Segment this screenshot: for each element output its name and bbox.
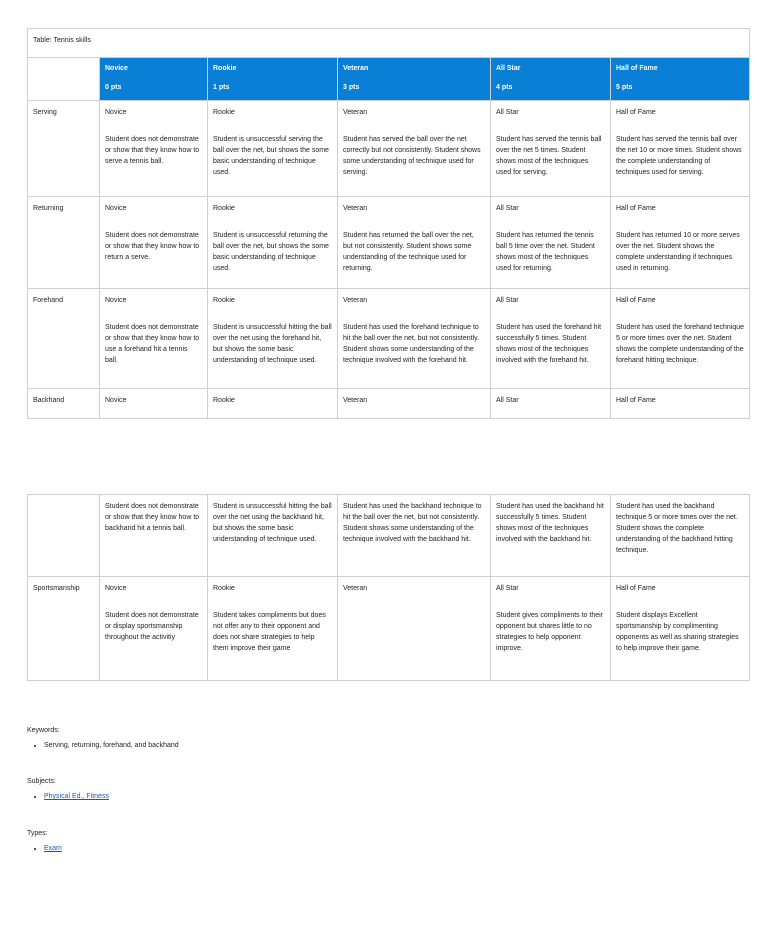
criterion-label: Sportsmanship [28,577,100,681]
table-row [28,101,750,197]
list-item [44,791,109,802]
types-heading: Types: [27,830,48,837]
header-novice: Novice 0 pts [100,58,208,101]
rubric-cell: All Star Student has used the forehand hit successfully 5 times. Student shows most of the techniques involved with the forehand hit. [491,289,611,389]
rubric-cell: Student has used the backhand technique to hit the ball over the net, but not consistently. Student shows some understanding of the technique involved with the backhand hit. [338,495,491,577]
table-caption-row [28,29,750,58]
rubric-cell: Hall of Fame Student has served the tennis ball over the net 10 or more times. Student shows the complete understanding of techniques used for serving. [611,101,750,197]
rubric-cell: Veteran Student has used the forehand technique to hit the ball over the net, but not consistently. Student shows some understanding of the technique involved with the forehand hit. [338,289,491,389]
table-row [28,495,750,577]
rubric-cell: Hall of Fame Student has returned 10 or more serves over the net. Student shows the complete understanding if techniques used in returning. [611,197,750,289]
rubric-cell: Rookie [208,389,338,419]
table-row [28,197,750,289]
subjects-heading: Subjects: [27,778,56,785]
criterion-label: Returning [28,197,100,289]
subject-link[interactable]: Physical Ed., Fitness [44,793,109,800]
criterion-label: Forehand [28,289,100,389]
rubric-cell: Student is unsuccessful hitting the ball over the net using the backhand hit, but shows the some basic understanding of technique used. [208,495,338,577]
rubric-cell: Rookie Student is unsuccessful hitting the ball over the net using the forehand hit, but shows the some basic understanding of technique used. [208,289,338,389]
rubric-cell: Student has used the backhand technique 5 or more times over the net. Student shows the complete understanding of the backhand hitting technique. [611,495,750,577]
rubric-table [27,28,750,419]
rubric-cell: Novice Student does not demonstrate or show that they know how to return a serve. [100,197,208,289]
rubric-table-continued [27,494,750,681]
subjects-list [27,791,109,802]
rubric-cell: Veteran [338,577,491,681]
table-row [28,577,750,681]
rubric-cell: Veteran Student has served the ball over the net correctly but not consistently. Student shows some understanding of technique used for serving. [338,101,491,197]
rubric-cell: Hall of Fame Student has used the forehand technique 5 or more times over the net. Student shows the complete understanding of the forehand hitting technique. [611,289,750,389]
table-caption: Table: Tennis skills [28,29,750,58]
criterion-label: Serving [28,101,100,197]
rubric-cell: Veteran [338,389,491,419]
criterion-label [28,495,100,577]
type-link[interactable]: Exam [44,845,62,852]
header-all-star: All Star 4 pts [491,58,611,101]
header-blank-cell [28,58,100,101]
list-item [44,843,62,854]
rubric-cell: Novice Student does not demonstrate or display sportsmanship throughout the activitiy [100,577,208,681]
rubric-cell: Veteran Student has returned the ball over the net, but not consistently. Student shows some understanding of the technique used for returning. [338,197,491,289]
header-veteran: Veteran 3 pts [338,58,491,101]
subjects-section [27,776,109,802]
keywords-section [27,725,179,751]
rubric-cell: All Star Student has returned the tennis ball 5 time over the net. Student shows most of the techniques used for returning. [491,197,611,289]
rubric-cell: Rookie Student is unsuccessful serving the ball over the net, but shows the some basic understanding of technique used. [208,101,338,197]
rubric-cell: All Star Student has served the tennis ball over the net 5 times. Student shows most of the techniques used for serving. [491,101,611,197]
rubric-cell: Rookie Student is unsuccessful returning the ball over the net, but shows the some basic understanding of technique used. [208,197,338,289]
table-row [28,389,750,419]
keywords-heading: Keywords: [27,727,60,734]
types-list [27,843,62,854]
header-rookie: Rookie 1 pts [208,58,338,101]
rubric-cell: Hall of Fame [611,389,750,419]
rubric-cell: Hall of Fame Student displays Excellent sportsmanship by complimenting opponents as well as sharing strategies to help improve their game. [611,577,750,681]
keywords-list [27,740,179,751]
table-row [28,289,750,389]
table-header-row [28,58,750,101]
types-section [27,828,62,854]
criterion-label: Backhand [28,389,100,419]
rubric-cell: Novice Student does not demonstrate or show that they know how to serve a tennis ball. [100,101,208,197]
list-item: • Serving, returning, forehand, and backhand [44,740,179,751]
rubric-cell: Student has used the backhand hit successfully 5 times. Student shows most of the techniques involved with the backhand hit. [491,495,611,577]
rubric-cell: All Star Student gives compliments to their opponent but shares little to no strategies to help opponent improve. [491,577,611,681]
rubric-cell: All Star [491,389,611,419]
rubric-cell: Novice Student does not demonstrate or show that they know how to use a forehand hit a tennis ball. [100,289,208,389]
header-hall-of-fame: Hall of Fame 5 pts [611,58,750,101]
rubric-cell: Novice [100,389,208,419]
rubric-cell: Student does not demonstrate or show that they know how to backhand hit a tennis ball. [100,495,208,577]
rubric-cell: Rookie Student takes compliments but does not offer any to their opponent and does not share strategies to help them improve their game [208,577,338,681]
